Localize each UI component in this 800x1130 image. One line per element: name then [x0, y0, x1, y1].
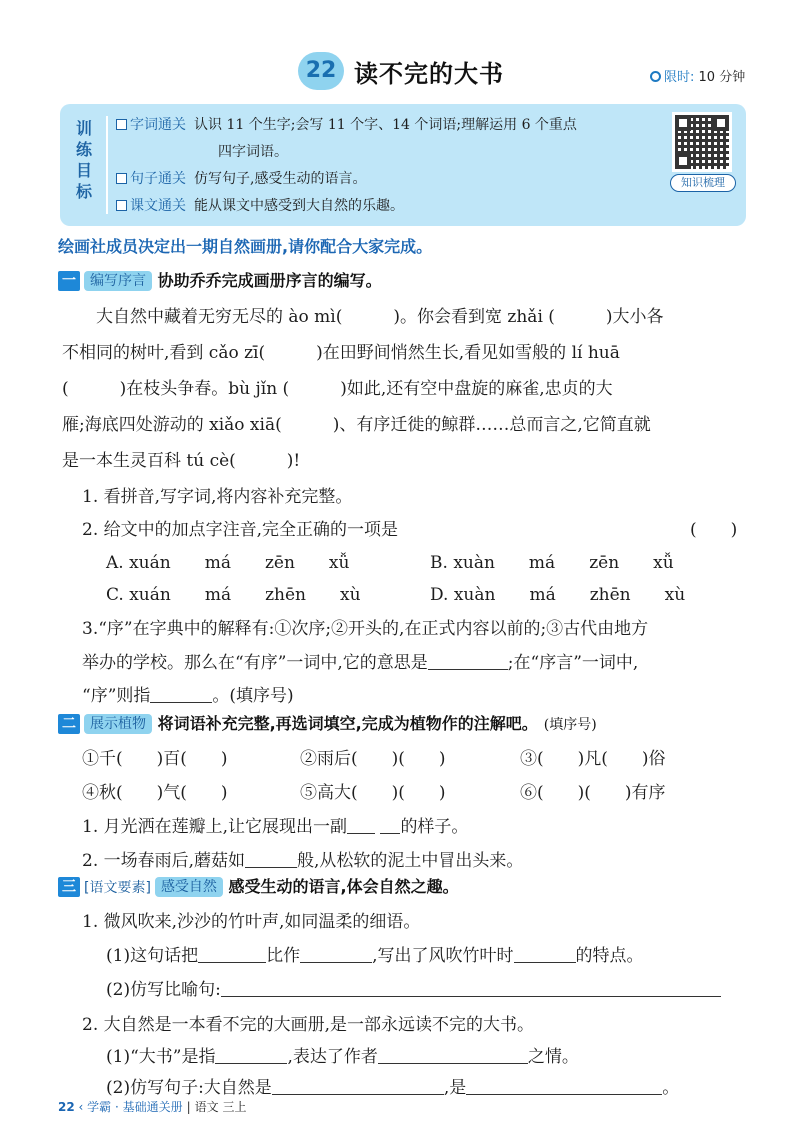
- idiom-item[interactable]: ①千( )百( ): [82, 749, 228, 769]
- goal-key: 课文通关: [130, 198, 186, 214]
- option-label: A.: [106, 553, 124, 573]
- answer-blank[interactable]: [198, 962, 266, 963]
- question-3-line: [82, 648, 638, 673]
- question-text: 的特点。: [575, 946, 644, 966]
- question-text: “序”则指: [82, 686, 151, 706]
- answer-blank[interactable]: [380, 833, 400, 834]
- divider: [106, 116, 108, 214]
- section-number: 二: [58, 714, 80, 734]
- goals-label-char: 训: [75, 119, 92, 138]
- answer-blank[interactable]: [300, 962, 372, 963]
- idiom-item[interactable]: ⑥( )( )有序: [520, 783, 666, 803]
- question-text: (2)仿写句子:大自然是: [106, 1078, 272, 1098]
- divider: |: [186, 1100, 191, 1114]
- goal-item: [116, 168, 366, 188]
- time-limit: [650, 66, 745, 85]
- option-c[interactable]: [106, 580, 361, 605]
- option-text: xuán má zēn xǚ: [129, 553, 350, 573]
- question-text: (2)仿写比喻句:: [106, 980, 221, 1000]
- checkbox-icon[interactable]: [116, 119, 127, 130]
- question-text: (1)“大书”是指: [106, 1047, 216, 1067]
- section-3-question-2-1: [106, 1042, 579, 1067]
- page-footer: [58, 1098, 247, 1115]
- section-3-question-2: 2. 大自然是一本看不完的大画册,是一部永远读不完的大书。: [82, 1015, 535, 1035]
- checkbox-icon[interactable]: [116, 173, 127, 184]
- section-3-question-1-2: [106, 975, 721, 1000]
- time-limit-value: 10 分钟: [698, 70, 746, 85]
- question-3-line: [82, 681, 294, 706]
- question-1: 1. 看拼音,写字词,将内容补充完整。: [82, 487, 353, 507]
- answer-blank[interactable]: [378, 1063, 528, 1064]
- lesson-header: [0, 48, 800, 94]
- section-title: 感受生动的语言,体会自然之趣。: [228, 877, 459, 896]
- answer-blank[interactable]: [347, 833, 375, 834]
- passage-line: ( )在枝头争春。bù jǐn ( )如此,还有空中盘旋的麻雀,忠贞的大: [62, 379, 613, 399]
- section-3-heading: [58, 874, 459, 897]
- section-title: 将词语补充完整,再选词填空,完成为植物作的注解吧。: [157, 714, 538, 733]
- question-text: 。: [662, 1078, 680, 1098]
- section-3-question-1-1: [106, 941, 644, 966]
- chevron-left-icon: ‹: [78, 1100, 84, 1114]
- question-text: ,表达了作者: [287, 1047, 378, 1067]
- answer-blank[interactable]: [245, 867, 297, 868]
- lesson-number-badge: 22: [298, 52, 344, 90]
- answer-blank[interactable]: [215, 1063, 287, 1064]
- goal-text: 能从课文中感受到大自然的乐趣。: [194, 198, 404, 214]
- question-text: ,是: [443, 1078, 467, 1098]
- question-text: 比作: [266, 946, 301, 966]
- idiom-item[interactable]: ④秋( )气( ): [82, 783, 228, 803]
- question-3: 3.“序”在字典中的解释有:①次序;②开头的,在正式内容以前的;③古代由地方: [82, 619, 649, 639]
- answer-blank[interactable]: [514, 962, 576, 963]
- option-b[interactable]: [430, 548, 674, 573]
- section-title: 协助乔乔完成画册序言的编写。: [157, 271, 382, 290]
- answer-blank[interactable]: [428, 669, 508, 670]
- goal-item-continued: [210, 141, 288, 161]
- option-text: xuán má zhēn xù: [129, 585, 361, 605]
- page-number: 22: [58, 1100, 75, 1114]
- checkbox-icon[interactable]: [116, 200, 127, 211]
- question-text: 举办的学校。那么在“有序”一词中,它的意思是: [82, 653, 428, 673]
- training-goals-box: [60, 104, 746, 226]
- goals-label-char: 练: [75, 140, 92, 159]
- section-tag: 展示植物: [84, 714, 152, 734]
- answer-blank[interactable]: [221, 996, 721, 997]
- option-d[interactable]: [430, 580, 685, 605]
- answer-paren[interactable]: ( ): [690, 520, 738, 540]
- section-3-question-1: 1. 微风吹来,沙沙的竹叶声,如同温柔的细语。: [82, 912, 421, 932]
- idiom-item[interactable]: ②雨后( )( ): [300, 749, 446, 769]
- goals-label-char: 目: [75, 161, 92, 180]
- passage-line: 雁;海底四处游动的 xiǎo xiā( )、有序迁徙的鲸群……总而言之,它简直就: [62, 415, 651, 435]
- passage-line: 大自然中藏着无穷无尽的 ào mì( )。你会看到宽 zhǎi ( )大小各: [96, 307, 664, 327]
- question-text: ;在“序言”一词中,: [507, 653, 639, 673]
- section-2-question-2: [82, 846, 523, 871]
- qr-caption[interactable]: 知识梳理: [670, 174, 736, 192]
- passage-line: 是一本生灵百科 tú cè( )!: [62, 451, 301, 471]
- section-number: 三: [58, 877, 80, 897]
- section-2-heading: [58, 711, 597, 734]
- idiom-item[interactable]: ⑤高大( )( ): [300, 783, 446, 803]
- goals-label-char: 标: [75, 182, 92, 201]
- goal-item: [116, 114, 577, 134]
- option-label: C.: [106, 585, 124, 605]
- option-label: B.: [430, 553, 448, 573]
- question-text: 般,从松软的泥土中冒出头来。: [297, 851, 524, 871]
- question-text: 。(填序号): [212, 686, 294, 706]
- option-a[interactable]: [106, 548, 349, 573]
- option-label: D.: [430, 585, 449, 605]
- goal-text: 认识 11 个生字;会写 11 个字、14 个词语;理解运用 6 个重点: [194, 117, 577, 133]
- option-text: xuàn má zēn xǚ: [453, 553, 674, 573]
- question-text: ,写出了风吹竹叶时: [372, 946, 514, 966]
- section-number: 一: [58, 271, 80, 291]
- section-1-heading: [58, 268, 382, 291]
- answer-blank[interactable]: [272, 1094, 444, 1095]
- clock-icon: [650, 71, 661, 82]
- section-bracket: [语文要素]: [84, 880, 151, 896]
- answer-blank[interactable]: [466, 1094, 662, 1095]
- question-2: 2. 给文中的加点字注音,完全正确的一项是: [82, 520, 399, 540]
- answer-blank[interactable]: [150, 702, 212, 703]
- training-goals-label: [72, 118, 96, 202]
- idiom-item[interactable]: ③( )凡( )俗: [520, 749, 666, 769]
- section-tag: 编写序言: [84, 271, 152, 291]
- passage-line: 不相同的树叶,看到 cǎo zī( )在田野间悄然生长,看见如雪般的 lí huā: [62, 343, 620, 363]
- subject-label: 语文 三上: [194, 1100, 247, 1114]
- time-limit-label: 限时:: [664, 70, 695, 85]
- qr-code-icon[interactable]: [672, 112, 732, 172]
- lesson-title: 读不完的大书: [354, 60, 504, 88]
- option-text: xuàn má zhēn xù: [453, 585, 686, 605]
- section-hint: (填序号): [543, 717, 597, 733]
- question-text: 2. 一场春雨后,蘑菇如: [82, 851, 246, 871]
- book-title: 学霸 · 基础通关册: [87, 1100, 183, 1114]
- goal-key: 句子通关: [130, 171, 186, 187]
- goal-item: [116, 195, 404, 215]
- question-text: 之情。: [527, 1047, 579, 1067]
- question-text: (1)这句话把: [106, 946, 199, 966]
- question-text: 1. 月光洒在莲瓣上,让它展现出一副: [82, 817, 348, 837]
- section-tag: 感受自然: [155, 877, 223, 897]
- goal-text: 仿写句子,感受生动的语言。: [194, 171, 367, 187]
- activity-intro: 绘画社成员决定出一期自然画册,请你配合大家完成。: [58, 237, 433, 256]
- section-3-question-2-2: [106, 1073, 679, 1098]
- section-2-question-1: [82, 812, 468, 837]
- question-text: 的样子。: [400, 817, 469, 837]
- goal-text: 四字词语。: [218, 144, 288, 160]
- goal-key: 字词通关: [130, 117, 186, 133]
